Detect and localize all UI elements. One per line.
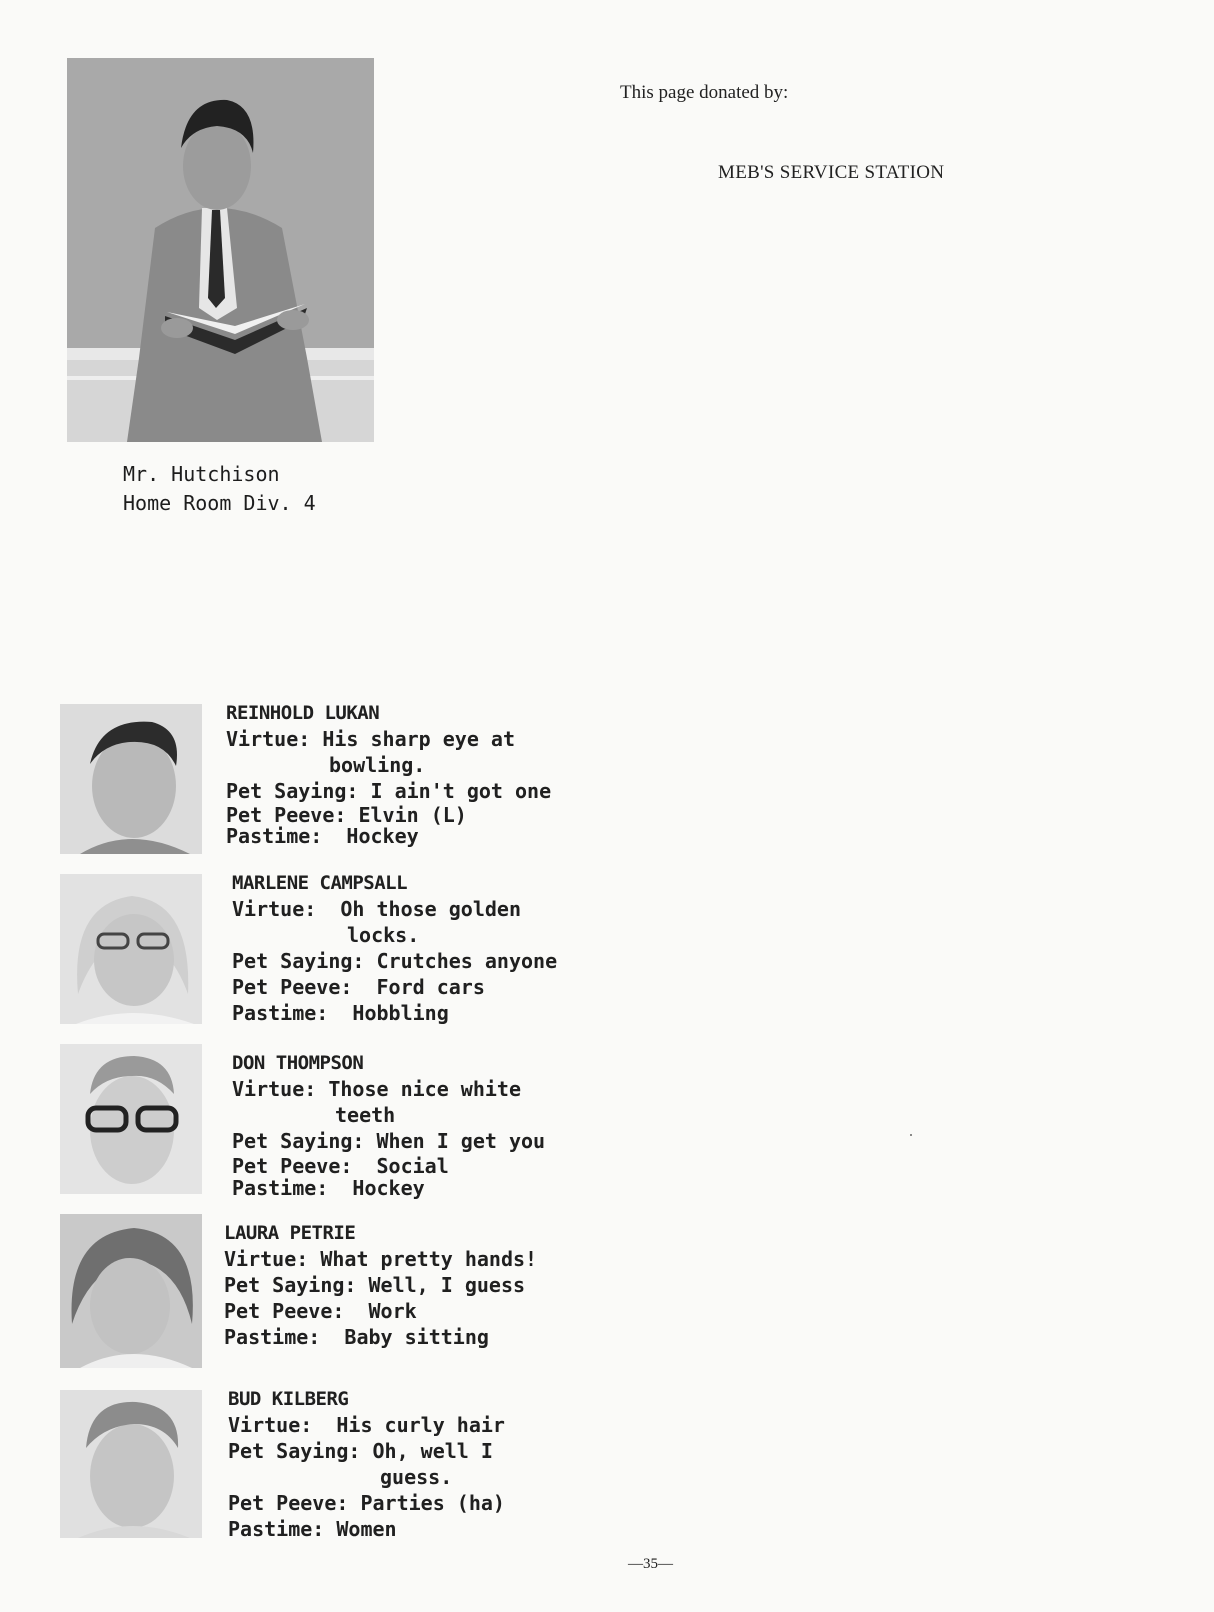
student-name: DON THOMPSON xyxy=(232,1052,364,1074)
virtue-text: What pretty hands! xyxy=(320,1247,538,1271)
student-photo xyxy=(60,704,202,854)
student-bio xyxy=(226,700,551,846)
peeve-text: Social xyxy=(376,1154,449,1178)
pastime-text: Hockey xyxy=(346,824,419,848)
virtue-text: Those nice white xyxy=(328,1077,521,1101)
virtue-text-cont: bowling. xyxy=(329,753,426,777)
pastime-label: Pastime: xyxy=(226,824,323,848)
saying-label: Pet Saying: xyxy=(232,1129,365,1153)
saying-label: Pet Saying: xyxy=(224,1273,357,1297)
virtue-label: Virtue: xyxy=(232,1077,317,1101)
saying-text: Oh, well I xyxy=(372,1439,493,1463)
saying-label: Pet Saying: xyxy=(228,1439,361,1463)
teacher-name: Mr. Hutchison xyxy=(123,462,280,486)
saying-label: Pet Saying: xyxy=(226,779,359,803)
student-bio xyxy=(232,1050,545,1198)
student-photo xyxy=(60,1214,202,1368)
pastime-text: Hockey xyxy=(352,1176,425,1200)
paper-speck xyxy=(910,1134,912,1136)
virtue-text-cont: teeth xyxy=(335,1103,396,1127)
saying-text: Well, I guess xyxy=(368,1273,526,1297)
peeve-label: Pet Peeve: xyxy=(226,803,347,827)
saying-text: When I get you xyxy=(376,1129,546,1153)
peeve-label: Pet Peeve: xyxy=(232,1154,353,1178)
student-name: REINHOLD LUKAN xyxy=(226,702,380,724)
student-bio xyxy=(228,1386,505,1542)
virtue-label: Virtue: xyxy=(228,1413,313,1437)
student-name: LAURA PETRIE xyxy=(224,1222,356,1244)
virtue-text-cont: locks. xyxy=(347,923,420,947)
donor-name: MEB'S SERVICE STATION xyxy=(718,162,945,183)
page-number: —35— xyxy=(628,1556,673,1572)
teacher-photo xyxy=(67,58,374,442)
virtue-text: Oh those golden xyxy=(340,897,522,921)
student-photo xyxy=(60,1390,202,1538)
peeve-text: Ford cars xyxy=(376,975,485,999)
pastime-label: Pastime: xyxy=(224,1325,321,1349)
virtue-text: His curly hair xyxy=(336,1413,505,1437)
peeve-text: Work xyxy=(368,1299,417,1323)
virtue-label: Virtue: xyxy=(226,727,311,751)
student-photo xyxy=(60,874,202,1024)
peeve-text: Elvin (L) xyxy=(358,803,467,827)
teacher-room: Home Room Div. 4 xyxy=(123,491,316,515)
saying-text-cont: guess. xyxy=(380,1465,453,1489)
virtue-text: His sharp eye at xyxy=(322,727,515,751)
student-photo xyxy=(60,1044,202,1194)
virtue-label: Virtue: xyxy=(224,1247,309,1271)
teacher-caption xyxy=(123,460,316,518)
pastime-label: Pastime: xyxy=(228,1517,325,1541)
saying-label: Pet Saying: xyxy=(232,949,365,973)
saying-text: Crutches anyone xyxy=(376,949,558,973)
pastime-text: Hobbling xyxy=(352,1001,449,1025)
pastime-label: Pastime: xyxy=(232,1001,329,1025)
peeve-label: Pet Peeve: xyxy=(224,1299,345,1323)
virtue-label: Virtue: xyxy=(232,897,317,921)
donation-label: This page donated by: xyxy=(620,82,789,103)
pastime-text: Baby sitting xyxy=(344,1325,489,1349)
pastime-label: Pastime: xyxy=(232,1176,329,1200)
student-bio xyxy=(224,1220,537,1350)
student-name: MARLENE CAMPSALL xyxy=(232,872,408,894)
peeve-label: Pet Peeve: xyxy=(232,975,353,999)
saying-text: I ain't got one xyxy=(370,779,552,803)
pastime-text: Women xyxy=(336,1517,397,1541)
peeve-text: Parties (ha) xyxy=(360,1491,505,1515)
student-bio xyxy=(232,870,557,1026)
student-name: BUD KILBERG xyxy=(228,1388,349,1410)
peeve-label: Pet Peeve: xyxy=(228,1491,349,1515)
